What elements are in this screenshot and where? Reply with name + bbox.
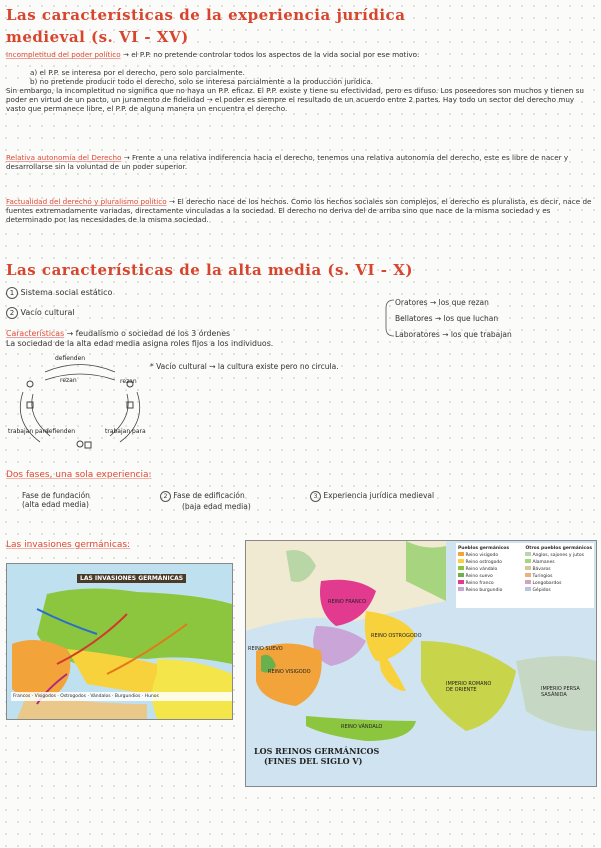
- map2-legend-title1: Pueblos germánicos: [458, 546, 510, 551]
- item-b: b) no pretende producir todo el derecho, solo se interesa parcialmente a la producción jurídica.: [30, 77, 374, 86]
- text-incompletitud: → el P.P. no pretende controlar todos los aspectos de la vida social por ese motivo:: [122, 50, 420, 59]
- map1-legend-item-4: Burgundios: [114, 694, 141, 699]
- legend-right-2: Bávaros: [525, 566, 592, 573]
- fase-3: [310, 491, 434, 502]
- fase1-label: Fase de fundación: [22, 491, 90, 500]
- map2-legend: [456, 543, 594, 608]
- circle-number-3: 2: [160, 491, 171, 502]
- map2-title-line1: LOS REINOS GERMÁNICOS: [254, 746, 380, 756]
- region-imperio-persa: IMPERIO PERSA SASÁNIDA: [541, 686, 580, 698]
- map2-legend-title2: Otros pueblos germánicos: [525, 546, 592, 551]
- paragraph-factualidad: [6, 197, 594, 224]
- map2-title: [254, 746, 379, 766]
- legend-left-2: Reino vándalo: [458, 566, 525, 573]
- map1-legend-item-1: Visigodos: [34, 694, 56, 699]
- region-reino-visigodo: REINO VISIGODO: [268, 669, 311, 675]
- map2-legend-headers: [458, 545, 592, 552]
- orders-cycle-diagram: [5, 352, 155, 462]
- legend-right-1: Alamanes: [525, 559, 592, 566]
- vacio-note: * Vacío cultural → la cultura existe pero no circula.: [150, 362, 339, 371]
- map1-legend-item-3: Vándalos: [90, 694, 111, 699]
- invasiones-title: Las invasiones germánicas:: [6, 540, 131, 550]
- legend-left-3: Reino suevo: [458, 573, 525, 580]
- text-caracteristicas: → feudalismo o sociedad de los 3 órdenes: [66, 329, 231, 338]
- fase-2: [160, 491, 251, 511]
- item-a: a) el P.P. se interesa por el derecho, pero solo parcialmente.: [30, 68, 245, 77]
- order-laboratores: Laboratores → los que trabajan: [395, 330, 512, 339]
- cycle-label-trabajan-left: trabajan para: [8, 428, 49, 435]
- legend-right-5: Gépidos: [525, 587, 592, 594]
- region-reino-ostrogodo: REINO OSTROGODO: [371, 633, 422, 639]
- map1-legend-item-0: Francos: [13, 694, 31, 699]
- legend-left-0: Reino visigodo: [458, 552, 525, 559]
- map-invasiones-germanicas: [6, 563, 233, 720]
- fase-1: [22, 491, 90, 509]
- title-section1-line2: medieval (s. VI - XV): [6, 28, 189, 46]
- fase2-sub: (baja edad media): [182, 502, 251, 511]
- cycle-label-rezan-2: rezan: [120, 378, 137, 385]
- map2-legend-body: [458, 552, 592, 594]
- item-vacio: Vacío cultural: [20, 308, 75, 317]
- circle-number-2: 2: [6, 307, 18, 319]
- region-imperio-oriente: IMPERIO ROMANO DE ORIENTE: [446, 681, 492, 693]
- paragraph-sin-embargo: Sin embargo, la incompletitud no significa que no haya un P.P. eficaz. El P.P. existe y tiene su efectividad, pero es difuso. Los poseedores son muchos y tienen su poder en virtud de un pacto, un juramento de fidelidad → el poder es siempre el resultado de un acuerdo entre 2 partes. Hay todo un sector del derecho muy vasto que permanece libre, el P.P. de alguna manera un encuentra el derecho.: [6, 86, 584, 113]
- legend-right-4: Longobardos: [525, 580, 592, 587]
- legend-left-1: Reino ostrogodo: [458, 559, 525, 566]
- legend-left-5: Reino burgundio: [458, 587, 525, 594]
- paragraph-incompletitud: [6, 50, 594, 59]
- map2-legend-left: [458, 552, 525, 594]
- caracteristicas-line: [6, 329, 230, 338]
- map1-legend-item-5: Hunos: [144, 694, 159, 699]
- title-section2: Las características de la alta media (s. VI - X): [6, 261, 413, 279]
- heading-factualidad: Factualidad del derecho y pluralismo político: [6, 197, 167, 206]
- paragraph-autonomia: [6, 153, 594, 171]
- cycle-label-defienden-mid: defienden: [45, 428, 76, 435]
- list-item-1: [6, 287, 112, 299]
- list-item-2: [6, 307, 75, 319]
- cycle-label-trabajan-right: trabajan para: [105, 428, 146, 435]
- map2-legend-right: [525, 552, 592, 594]
- legend-right-3: Turingios: [525, 573, 592, 580]
- heading-incompletitud: Incompletitud del poder político: [6, 50, 121, 59]
- cycle-label-rezan-1: rezan: [60, 377, 77, 384]
- legend-left-4: Reino franco: [458, 580, 525, 587]
- region-reino-franco: REINO FRANCO: [328, 599, 367, 605]
- fases-title: Dos fases, una sola experiencia:: [6, 470, 152, 480]
- legend-right-0: Anglos, sajones y jutos: [525, 552, 592, 559]
- map1-legend: Francos · Visigodos · Ostrogodos · Vándalos · Burgundios · Hunos: [11, 692, 233, 701]
- map-reinos-germanicos: [245, 540, 597, 787]
- fase3-label: Experiencia jurídica medieval: [323, 491, 435, 500]
- orders-list: [395, 295, 595, 343]
- heading-autonomia: Relativa autonomía del Derecho: [6, 153, 122, 162]
- order-bellatores: Bellatores → los que luchan: [395, 314, 499, 323]
- order-oratores: Oratores → los que rezan: [395, 298, 489, 307]
- text-factualidad: → El derecho nace de los hechos. Como los hechos sociales son complejos, el derecho es pluralista, es decir, nace de fuentes extremadamente variadas, directamente vinculadas a la sociedad. El derecho no deriva del de arriba sino que nace de la misma sociedad y es determinado por las necesidades de la misma sociedad.: [6, 197, 592, 224]
- orders-bracket: [380, 298, 400, 338]
- fase2-label: Fase de edificación: [173, 491, 245, 500]
- map2-title-line2: (FINES DEL SIGLO V): [264, 756, 363, 766]
- map1-title: LAS INVASIONES GERMÁNICAS: [77, 574, 186, 583]
- region-reino-vandalo: REINO VÁNDALO: [341, 724, 383, 730]
- title-section1-line1: Las características de la experiencia jurídica: [6, 6, 406, 24]
- cycle-label-defienden-top: defienden: [55, 355, 86, 362]
- map1-legend-item-2: Ostrogodos: [60, 694, 87, 699]
- circle-number-4: 3: [310, 491, 321, 502]
- region-reino-suevo: REINO SUEVO: [248, 646, 283, 652]
- text-autonomia: → Frente a una relativa indiferencia hacia el derecho, tenemos una relativa autonomía del derecho, este es libre de nacer y desarrollarse sin la voluntad de un poder superior.: [6, 153, 569, 171]
- item-sistema: Sistema social estático: [20, 288, 113, 297]
- heading-caracteristicas: Características: [6, 329, 65, 338]
- caracteristicas-line2: La sociedad de la alta edad media asigna roles fijos a los individuos.: [6, 339, 274, 348]
- circle-number-1: 1: [6, 287, 18, 299]
- fase1-sub: (alta edad media): [22, 500, 89, 509]
